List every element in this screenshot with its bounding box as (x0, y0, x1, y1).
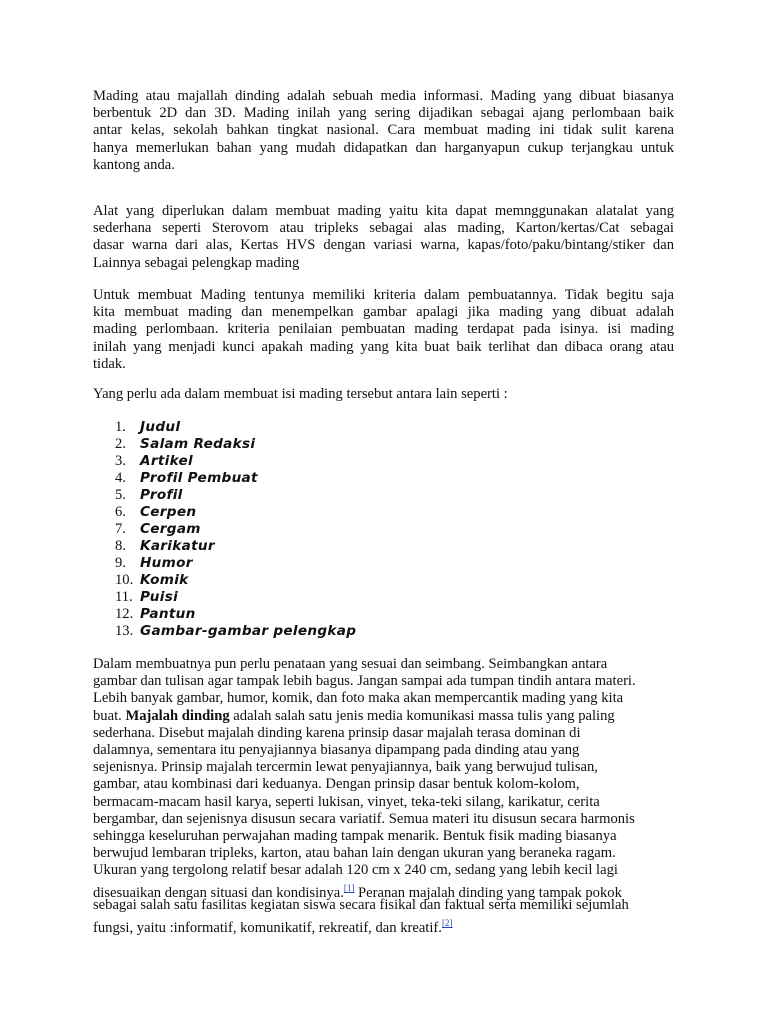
list-item-label: Komik (140, 572, 189, 588)
bold-term: Majalah dinding (125, 707, 230, 724)
list-item-label: Profil Pembuat (140, 470, 258, 486)
text-line: Mading atau majallah dinding adalah sebuah media informasi. Mading yang dibuat biasanya (93, 88, 674, 104)
text-line: antar kelas, sekolah bahkan tingkat nasional. Cara membuat mading ini tidak sulit karena (93, 122, 674, 139)
text-line: kantong anda. (93, 156, 175, 173)
list-item (115, 436, 356, 453)
text-line: Ukuran yang tergolong relatif besar adalah 120 cm x 240 cm, sedang yang lebih kecil lagi (93, 862, 618, 879)
text: fungsi, yaitu :informatif, komunikatif, rekreatif, dan kreatif. (93, 919, 442, 936)
list-number: 13. (115, 623, 134, 639)
text-line: Alat yang diperlukan dalam membuat mading yaitu kita dapat memnggunakan alatalat yang (93, 203, 674, 219)
list-item-label: Cerpen (140, 504, 197, 520)
list-item-label: Salam Redaksi (140, 436, 256, 452)
list-item (115, 453, 356, 470)
list-number: 7. (115, 521, 126, 537)
list-number: 5. (115, 487, 126, 503)
content-list (115, 419, 356, 640)
text-line: dalamnya, sementara itu penyajiannya biasanya dipampang pada dinding atau yang (93, 741, 580, 758)
text-line: bermacam-macam hasil karya, seperti lukisan, vinyet, teka-teki silang, karikatur, cerita (93, 793, 600, 810)
list-item (115, 470, 356, 487)
text-line: sederhana seperti Sterovom atau tripleks sebagai alas mading, Karton/kertas/Cat sebagai (93, 220, 674, 237)
text-line: bergambar, dan sejenisnya disusun secara variatif. Semua materi itu disusun secara harmonis (93, 810, 635, 827)
text: adalah salah satu jenis media komunikasi massa tulis yang paling (229, 707, 615, 724)
list-item (115, 504, 356, 521)
text-line: kita membuat mading dan menempelkan gambar apalagi jika mading yang dibuat adalah (93, 304, 674, 321)
text-line: gambar, atau kombinasi dari keduanya. Dengan prinsip dasar bentuk kolom-kolom, (93, 776, 580, 793)
text: Peranan majalah dinding yang tampak pokok (354, 885, 622, 902)
text-line: sehingga keseluruhan perwajahan mading tampak menarik. Bentuk fisik mading biasanya (93, 827, 617, 844)
list-number: 8. (115, 538, 126, 554)
paragraph-majalah-dinding (93, 656, 674, 936)
text-line (93, 914, 674, 936)
list-number: 11. (115, 589, 133, 605)
text-line: Lebih banyak gambar, humor, komik, dan foto maka akan mempercantik mading yang kita (93, 690, 624, 707)
list-item-label: Judul (140, 419, 181, 435)
text: disesuaikan dengan situasi dan kondisinya. (93, 885, 344, 902)
text-line: berbentuk 2D dan 3D. Mading inilah yang sering dijadikan sebagai ajang perlombaan baik (93, 105, 674, 122)
list-number: 3. (115, 453, 126, 469)
text-line: sederhana. Disebut majalah dinding karena prinsip dasar majalah terasa dominan di (93, 724, 581, 741)
list-item-label: Puisi (140, 589, 179, 605)
list-item-label: Profil (140, 487, 183, 503)
list-number: 10. (115, 572, 134, 588)
text-line: tidak. (93, 355, 126, 372)
list-item-label: Artikel (140, 453, 193, 469)
footnote-link-1[interactable]: [1] (343, 883, 355, 894)
list-item (115, 555, 356, 572)
list-item-label: Pantun (140, 606, 196, 622)
paragraph-criteria (93, 287, 674, 373)
list-item-label: Gambar-gambar pelengkap (140, 623, 357, 639)
list-item (115, 419, 356, 436)
text-line (93, 708, 674, 725)
list-item (115, 623, 356, 640)
list-item-label: Karikatur (140, 538, 215, 554)
list-item-label: Cergam (140, 521, 201, 537)
list-number: 9. (115, 555, 126, 571)
list-item (115, 606, 356, 623)
list-item (115, 538, 356, 555)
text-line: inilah yang menjadi kunci apakah mading yang kita buat baik terlihat dan dibaca orang atau (93, 338, 674, 355)
list-number: 6. (115, 504, 126, 520)
list-item (115, 572, 356, 589)
list-item-label: Humor (140, 555, 193, 571)
text-line (93, 879, 674, 902)
list-number: 12. (115, 606, 134, 622)
text-line: sejenisnya. Prinsip majalah tercermin lewat penyajiannya, baik yang berwujud tulisan, (93, 759, 598, 776)
text-line: Dalam membuatnya pun perlu penataan yang sesuai dan seimbang. Seimbangkan antara (93, 656, 608, 672)
text: buat. (93, 707, 126, 724)
text-line: gambar dan tulisan agar tampak lebih bagus. Jangan sampai ada tumpan tindih antara materi. (93, 673, 636, 690)
text-line: sebagai salah satu fasilitas kegiatan siswa secara fisikal dan faktual serta memiliki sejumlah (93, 896, 629, 913)
text-line: mading perlombaan. kriteria penilaian pembuatan mading terdapat pada isinya. isi mading (93, 321, 674, 338)
paragraph-tools (93, 203, 674, 272)
paragraph-list-intro (93, 386, 674, 403)
text-line: hanya memerlukan bahan yang mudah didapatkan dan harganyapun cukup terjangkau untuk (93, 139, 674, 156)
list-number: 2. (115, 436, 126, 452)
list-item (115, 487, 356, 504)
text-line: Yang perlu ada dalam membuat isi mading tersebut antara lain seperti : (93, 386, 508, 402)
text-line: berwujud lembaran tripleks, karton, atau bahan lain dengan ukuran yang beraneka ragam. (93, 845, 616, 862)
list-number: 4. (115, 470, 126, 486)
list-item (115, 521, 356, 538)
footnote-link-2[interactable]: [2] (441, 917, 453, 928)
list-item (115, 589, 356, 606)
text-line: Lainnya sebagai pelengkap mading (93, 254, 300, 271)
list-number: 1. (115, 419, 126, 435)
text-line: dasar warna dari alas, Kertas HVS dengan variasi warna, kapas/foto/paku/bintang/stiker dan (93, 237, 674, 254)
text-line: Untuk membuat Mading tentunya memiliki kriteria dalam pembuatannya. Tidak begitu saja (93, 287, 674, 303)
paragraph-intro (93, 88, 674, 174)
